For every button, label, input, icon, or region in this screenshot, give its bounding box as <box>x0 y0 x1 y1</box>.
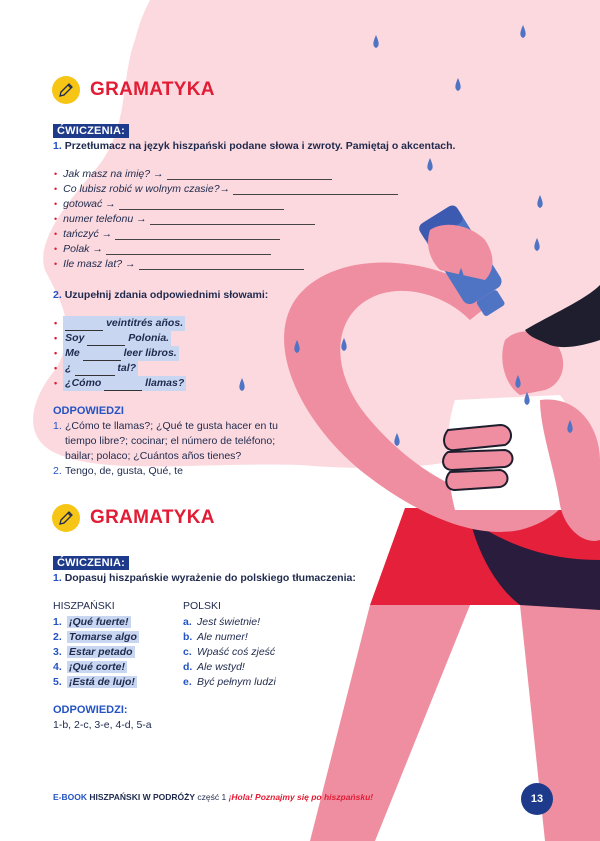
answer-row <box>53 464 278 479</box>
item-number: e. <box>183 676 192 688</box>
task-number: 2. <box>53 289 62 301</box>
item-text: Soy <box>65 332 85 344</box>
answer-row <box>53 434 278 449</box>
item-number: 3. <box>53 646 62 658</box>
translation-list <box>54 167 398 272</box>
section1-exercises-label: ĆWICZENIA: <box>53 124 129 138</box>
task-number: 1. <box>53 140 62 152</box>
item-number: d. <box>183 661 193 673</box>
footer-ebook: E-BOOK <box>53 792 87 802</box>
item-text: Jest świetnie! <box>197 616 261 628</box>
page-number: 13 <box>521 783 553 815</box>
section1-header <box>52 76 215 104</box>
section2-answers-title: ODPOWIEDZI: <box>53 704 128 716</box>
list-item: • Jak masz na imię? → <box>54 167 398 182</box>
answer-blank[interactable] <box>106 245 271 255</box>
answer-blank[interactable] <box>233 185 398 195</box>
spanish-header: HISZPAŃSKI <box>53 600 115 612</box>
item-text: ¿Cómo <box>65 377 102 389</box>
item-text: tal? <box>117 362 137 374</box>
item-number: 5. <box>53 676 62 688</box>
list-item <box>183 630 276 645</box>
item-text: gotować → <box>63 198 116 210</box>
section1-answers <box>53 419 278 479</box>
answer-blank[interactable] <box>150 215 315 225</box>
item-text: Być pełnym ludzi <box>197 676 276 688</box>
item-text: Wpaść coś zjeść <box>197 646 276 658</box>
answer-blank[interactable] <box>87 335 125 346</box>
answer-number: 1. <box>53 420 62 432</box>
item-number: 4. <box>53 661 62 673</box>
list-item: • Me leer libros. <box>54 347 177 359</box>
answer-row <box>53 449 278 464</box>
task-text: Uzupełnij zdania odpowiednimi słowami: <box>64 289 269 301</box>
item-number: c. <box>183 646 192 658</box>
footer <box>53 792 373 802</box>
item-number: b. <box>183 631 193 643</box>
list-item: • gotować → <box>54 197 398 212</box>
item-text: ¡Qué corte! <box>69 661 126 673</box>
list-item <box>53 630 139 645</box>
answer-blank[interactable] <box>104 380 142 391</box>
section2-answers-text: 1-b, 2-c, 3-e, 4-d, 5-a <box>53 719 152 731</box>
item-text: Polonia. <box>128 332 170 344</box>
item-text: veintitrés años. <box>106 317 184 329</box>
item-text: ¡Está de lujo! <box>69 676 135 688</box>
list-item <box>183 645 276 660</box>
item-number: a. <box>183 616 192 628</box>
answer-blank[interactable] <box>119 200 284 210</box>
section1-title: GRAMATYKA <box>90 79 215 100</box>
section1-task1-instruction <box>53 140 455 152</box>
answer-text: ¿Cómo te llamas?; ¿Qué te gusta hacer en tu <box>65 420 279 432</box>
item-number: 1. <box>53 616 62 628</box>
answer-blank[interactable] <box>139 260 304 270</box>
item-text: Ale wstyd! <box>197 661 245 673</box>
item-text: Co lubisz robić w wolnym czasie?→ <box>63 183 231 195</box>
list-item <box>53 675 139 690</box>
section2-exercises-label: ĆWICZENIA: <box>53 556 129 570</box>
section1-task2-instruction <box>53 289 268 301</box>
answer-number: 2. <box>53 465 62 477</box>
section2-task1-instruction <box>53 572 356 584</box>
spanish-column <box>53 600 139 690</box>
task-number: 1. <box>53 572 62 584</box>
item-text: llamas? <box>145 377 185 389</box>
footer-slogan: ¡Hola! Poznajmy się po hiszpańsku! <box>228 792 374 802</box>
list-item: • veintitrés años. <box>54 317 184 329</box>
list-item: • numer telefonu → <box>54 212 398 227</box>
polish-header: POLSKI <box>183 600 221 612</box>
answer-blank[interactable] <box>167 170 332 180</box>
list-item <box>53 660 139 675</box>
task-text: Dopasuj hiszpańskie wyrażenie do polskiego tłumaczenia: <box>64 572 356 584</box>
answer-text: tiempo libre?; cocinar; el número de teléfono; <box>65 435 276 447</box>
item-text: Me <box>65 347 80 359</box>
hand-lower-shape <box>443 425 512 490</box>
list-item: • Polak → <box>54 242 398 257</box>
list-item <box>53 645 139 660</box>
item-text: Jak masz na imię? → <box>63 168 164 180</box>
pencil-icon <box>52 76 80 104</box>
list-item <box>183 675 276 690</box>
list-item: • Ile masz lat? → <box>54 257 398 272</box>
footer-part: część 1 <box>197 792 227 802</box>
section2-title: GRAMATYKA <box>90 507 215 528</box>
answer-blank[interactable] <box>115 230 280 240</box>
section1-answers-title: ODPOWIEDZI <box>53 405 124 417</box>
answer-blank[interactable] <box>83 350 121 361</box>
item-text: Ile masz lat? → <box>63 258 136 270</box>
task-text: Przetłumacz na język hiszpański podane słowa i zwroty. Pamiętaj o akcentach. <box>64 140 456 152</box>
answer-blank[interactable] <box>65 320 103 331</box>
list-item: • Soy Polonia. <box>54 332 170 344</box>
polish-column <box>183 600 276 690</box>
list-item <box>183 660 276 675</box>
list-item: • Co lubisz robić w wolnym czasie?→ <box>54 182 398 197</box>
item-text: Polak → <box>63 243 103 255</box>
list-item: • ¿ tal? <box>54 362 137 374</box>
section2-header <box>52 504 215 532</box>
item-text: ¡Qué fuerte! <box>69 616 129 628</box>
list-item <box>53 615 139 630</box>
item-text: Estar petado <box>69 646 133 658</box>
item-text: Ale numer! <box>197 631 248 643</box>
answer-text: bailar; polaco; ¿Cuántos años tienes? <box>65 450 242 462</box>
list-item: • ¿Cómo llamas? <box>54 377 185 389</box>
answer-text: Tengo, de, gusta, Qué, te <box>65 465 183 477</box>
answer-row <box>53 419 278 434</box>
item-text: tańczyć → <box>63 228 113 240</box>
pencil-icon <box>52 504 80 532</box>
fill-in-list <box>54 316 186 391</box>
answer-blank[interactable] <box>75 365 115 376</box>
footer-title: HISZPAŃSKI W PODRÓŻY <box>89 792 195 802</box>
list-item: • tańczyć → <box>54 227 398 242</box>
item-text: ¿ <box>65 362 72 374</box>
item-number: 2. <box>53 631 62 643</box>
item-text: Tomarse algo <box>69 631 137 643</box>
legs-shape <box>310 605 470 841</box>
list-item <box>183 615 276 630</box>
item-text: numer telefonu → <box>63 213 147 225</box>
item-text: leer libros. <box>123 347 177 359</box>
